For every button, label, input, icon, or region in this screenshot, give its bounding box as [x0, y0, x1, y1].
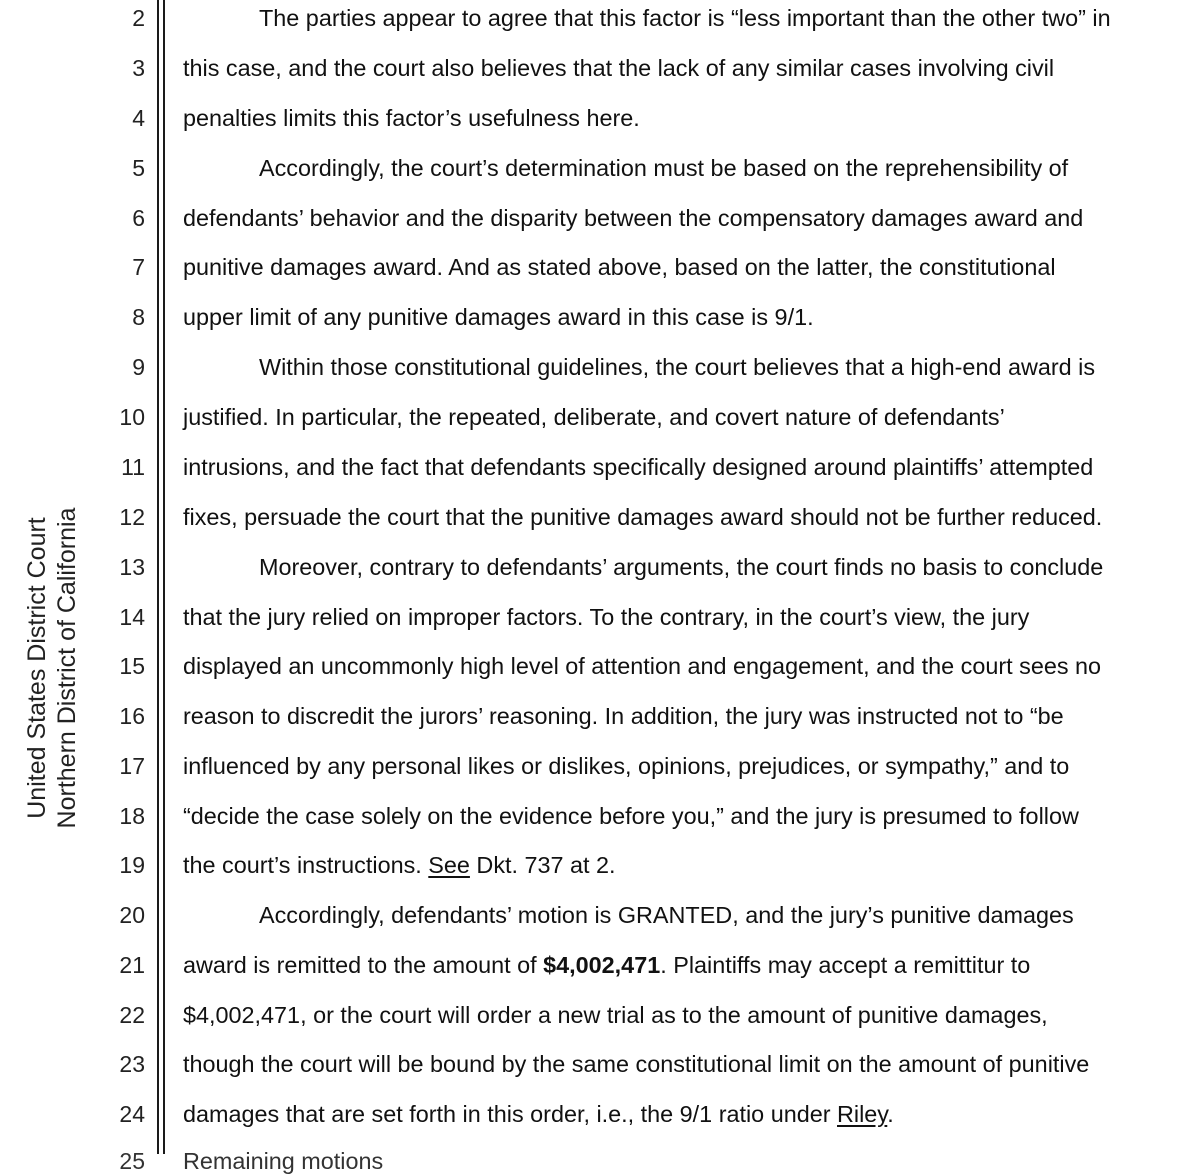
line-number: 12 [119, 504, 145, 530]
line-number: 13 [119, 554, 145, 580]
case-citation-riley: Riley [837, 1101, 888, 1127]
line-number: 14 [119, 604, 145, 630]
text-segment: the court’s instructions. [183, 852, 429, 878]
line-number: 17 [119, 753, 145, 779]
text-segment: award is remitted to the amount of [183, 952, 544, 978]
line-number: 24 [119, 1101, 145, 1127]
line-number: 9 [132, 354, 145, 380]
text-line: penalties limits this factor’s usefulness here. [183, 105, 640, 131]
text-line: that the jury relied on improper factors. To the contrary, in the court’s view, the jury [183, 604, 1030, 630]
line-number: 5 [132, 155, 145, 181]
text-line: “decide the case solely on the evidence before you,” and the jury is presumed to follow [183, 803, 1079, 829]
line-number: 23 [119, 1051, 145, 1077]
text-line: reason to discredit the jurors’ reasoning. In addition, the jury was instructed not to “be [183, 703, 1064, 729]
text-line [183, 950, 1030, 980]
text-segment: damages that are set forth in this order, i.e., the 9/1 ratio under [183, 1101, 838, 1127]
margin-rule-left [157, 0, 159, 1154]
text-segment: Dkt. 737 at 2. [469, 852, 616, 878]
text-line: fixes, persuade the court that the punitive damages award should not be further reduced. [183, 504, 1103, 530]
line-number: 3 [132, 55, 145, 81]
text-line: Moreover, contrary to defendants’ arguments, the court finds no basis to conclude [259, 554, 1104, 580]
line-number: 18 [119, 803, 145, 829]
text-line: displayed an uncommonly high level of attention and engagement, and the court sees no [183, 653, 1102, 679]
line-number: 11 [121, 454, 145, 480]
line-number: 20 [119, 902, 145, 928]
court-name: United States District Court [23, 517, 51, 819]
line-number: 15 [119, 653, 145, 679]
text-line: defendants’ behavior and the disparity between the compensatory damages award and [183, 205, 1084, 231]
line-number: 21 [119, 952, 145, 978]
text-line: punitive damages award. And as stated above, based on the latter, the constitutional [183, 254, 1056, 280]
line-number: 19 [119, 852, 145, 878]
text-line: justified. In particular, the repeated, deliberate, and covert nature of defendants’ [183, 404, 1005, 430]
line-number: 25 [119, 1148, 145, 1174]
line-number: 6 [132, 205, 145, 231]
line-number: 10 [119, 404, 145, 430]
text-line: Within those constitutional guidelines, the court believes that a high-end award is [259, 354, 1096, 380]
text-segment: . Plaintiffs may accept a remittitur to [660, 952, 1031, 978]
text-segment: . [887, 1101, 894, 1127]
text-line [183, 1099, 894, 1129]
text-line: intrusions, and the fact that defendants specifically designed around plaintiffs’ attempted [183, 454, 1094, 480]
court-district: Northern District of California [53, 507, 81, 829]
text-line: The parties appear to agree that this factor is “less important than the other two” in [259, 5, 1111, 31]
text-line: though the court will be bound by the same constitutional limit on the amount of punitive [183, 1051, 1090, 1077]
citation-signal-see: See [428, 852, 470, 878]
line-number: 7 [132, 254, 145, 280]
text-line: Accordingly, the court’s determination must be based on the reprehensibility of [259, 155, 1069, 181]
line-number: 16 [119, 703, 145, 729]
line-number-column [95, 0, 145, 1174]
line-number: 8 [132, 304, 145, 330]
text-line: $4,002,471, or the court will order a new trial as to the amount of punitive damages, [183, 1002, 1048, 1028]
text-line [183, 850, 616, 880]
text-line: this case, and the court also believes that the lack of any similar cases involving civil [183, 55, 1055, 81]
text-line: influenced by any personal likes or dislikes, opinions, prejudices, or sympathy,” and to [183, 753, 1070, 779]
margin-rule-right [163, 0, 165, 1154]
text-line: upper limit of any punitive damages award in this case is 9/1. [183, 304, 814, 330]
remittitur-amount: $4,002,471 [543, 952, 661, 978]
line-number: 4 [132, 105, 145, 131]
line-number: 22 [119, 1002, 145, 1028]
text-line-partial: Remaining motions [183, 1148, 384, 1174]
line-number: 2 [132, 5, 145, 31]
text-line: Accordingly, defendants’ motion is GRANTED, and the jury’s punitive damages [259, 902, 1074, 928]
order-body-text [183, 0, 1183, 1174]
